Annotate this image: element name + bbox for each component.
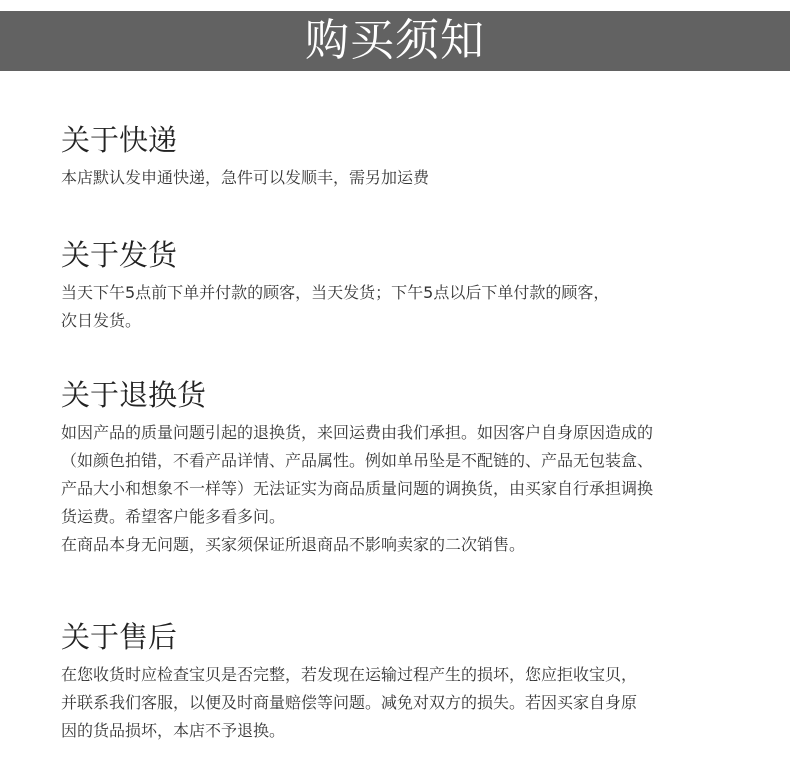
- section-heading: 关于售后: [61, 620, 178, 654]
- body-line: 因的货品损坏，本店不予退换。: [61, 721, 286, 740]
- body-line: 在商品本身无问题，买家须保证所退商品不影响卖家的二次销售。: [61, 535, 526, 554]
- section-body: [61, 279, 751, 335]
- section-heading: 关于退换货: [61, 378, 207, 412]
- page-title: 购买须知: [305, 15, 485, 66]
- body-line: 在您收货时应检查宝贝是否完整，若发现在运输过程产生的损坏，您应拒收宝贝，: [61, 665, 638, 684]
- section-express: [61, 122, 751, 192]
- section-heading: 关于发货: [61, 238, 178, 272]
- section-shipping: [61, 237, 751, 335]
- body-line: 当天下午5点前下单并付款的顾客，当天发货；下午5点以后下单付款的顾客，: [61, 283, 610, 302]
- section-body: [61, 661, 751, 745]
- body-line: 并联系我们客服，以便及时商量赔偿等问题。减免对双方的损失。若因买家自身原: [61, 693, 638, 712]
- section-body: [61, 164, 751, 192]
- body-line: 如因产品的质量问题引起的退换货，来回运费由我们承担。如因客户自身原因造成的: [61, 423, 654, 442]
- section-after-sales: [61, 619, 751, 745]
- body-line: 货运费。希望客户能多看多问。: [61, 507, 286, 526]
- body-line: （如颜色拍错，不看产品详情、产品属性。例如单吊坠是不配链的、产品无包装盒、: [61, 451, 654, 470]
- section-heading: 关于快递: [61, 123, 178, 157]
- body-line: 本店默认发申通快递，急件可以发顺丰，需另加运费: [61, 168, 430, 187]
- title-banner: [0, 11, 790, 71]
- section-body: [61, 419, 751, 559]
- body-line: 次日发货。: [61, 311, 142, 330]
- section-returns: [61, 377, 751, 559]
- body-line: 产品大小和想象不一样等）无法证实为商品质量问题的调换货，由买家自行承担调换: [61, 479, 654, 498]
